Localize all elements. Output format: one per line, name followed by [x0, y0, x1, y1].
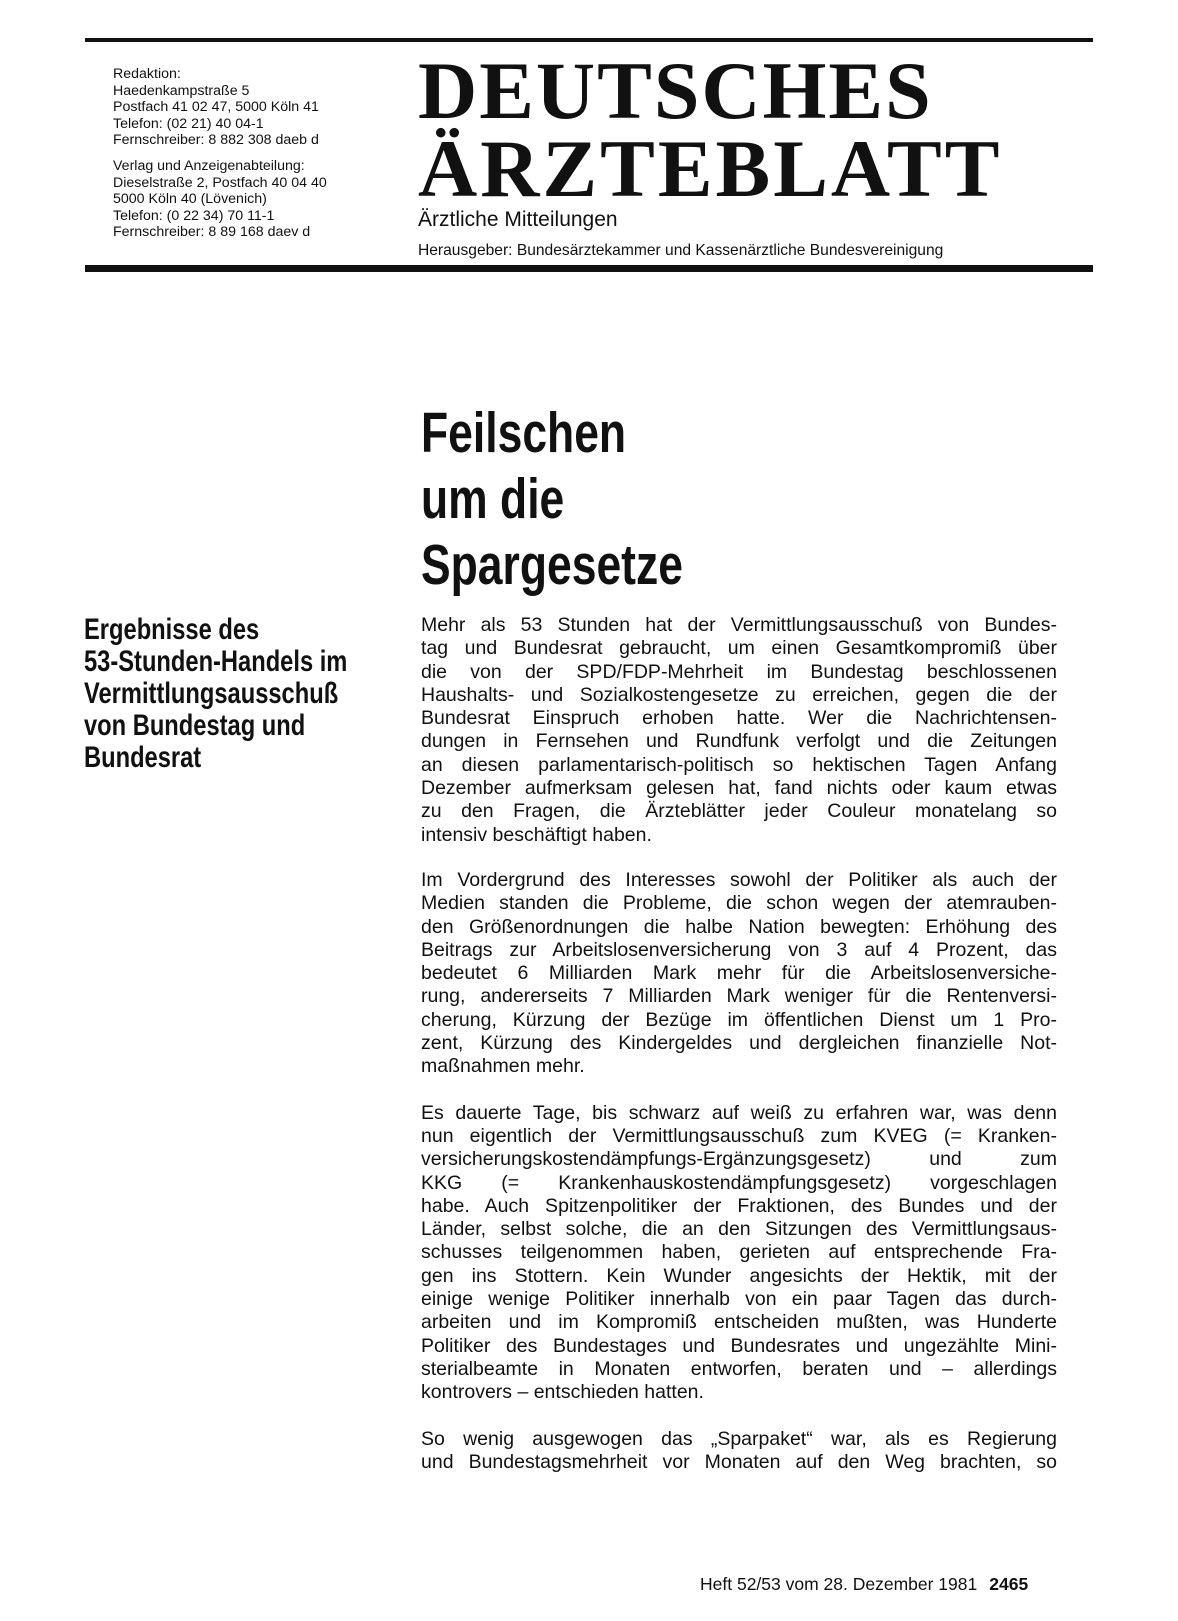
masthead-bottom-rule: [85, 265, 1093, 272]
editorial-contact-block: [113, 66, 403, 149]
body-line: zu den Fragen, die Ärzteblätter jeder Couleur monatelang so: [421, 800, 1057, 823]
body-line: gen ins Stottern. Kein Wunder angesichts der Hektik, mit der: [421, 1264, 1057, 1287]
issue-info: Heft 52/53 vom 28. Dezember 1981: [700, 1574, 978, 1594]
logo-line-2: ÄRZTEBLATT: [418, 123, 1003, 214]
contact-line: Redaktion:: [113, 66, 181, 82]
body-paragraph: [421, 1102, 1057, 1405]
lead-line: Bundesrat: [84, 741, 202, 774]
body-line: bedeutet 6 Milliarden Mark mehr für die Arbeitslosenversiche-: [421, 962, 1057, 985]
body-line: Bundesrat Einspruch erhoben hatte. Wer die Nachrichtensen-: [421, 707, 1057, 730]
body-line: einige wenige Politiker innerhalb von ein paar Tagen das durch-: [421, 1288, 1057, 1311]
contact-line: Verlag und Anzeigenabteilung:: [113, 157, 305, 174]
contact-line: 5000 Köln 40 (Lövenich): [113, 191, 267, 208]
journal-subtitle: Ärztliche Mitteilungen: [418, 208, 618, 231]
article-body: [421, 614, 1057, 1497]
body-line: So wenig ausgewogen das „Sparpaket“ war, als es Regierung: [421, 1427, 1057, 1450]
masthead-contact: [113, 66, 403, 250]
body-line: zent, Kürzung des Kindergeldes und dergleichen finanzielle Not-: [421, 1032, 1057, 1055]
body-line: KKG (= Krankenhauskostendämpfungsgesetz) vorgeschlagen: [421, 1171, 1057, 1194]
logo-line-1: DEUTSCHES: [418, 45, 933, 136]
lead-line: 53-Stunden-Handels im: [84, 645, 348, 678]
body-line: den Größenordnungen die halbe Nation bewegten: Erhöhung des: [421, 915, 1057, 938]
body-line: Medien standen die Probleme, die schon wegen der atemrauben-: [421, 892, 1057, 915]
article-headline: [421, 400, 827, 598]
article-lead: [84, 614, 400, 774]
body-line: kontrovers – entschieden hatten.: [421, 1381, 704, 1404]
body-line: Im Vordergrund des Interesses sowohl der Politiker als auch der: [421, 868, 1057, 891]
page-number: 2465: [989, 1574, 1029, 1594]
contact-line: Fernschreiber: 8 89 168 daev d: [113, 224, 311, 241]
body-line: an diesen parlamentarisch-politisch so hektischen Tagen Anfang: [421, 753, 1057, 776]
headline-line: um die: [421, 467, 565, 531]
body-line: Politiker des Bundestages und Bundesrates und ungezählte Mini-: [421, 1334, 1057, 1357]
body-paragraph: [421, 614, 1057, 847]
publisher-contact-block: [113, 158, 403, 241]
lead-line: von Bundestag und: [84, 709, 306, 742]
body-line: Dezember aufmerksam gelesen hat, fand nichts oder kaum etwas: [421, 777, 1057, 800]
contact-line: Telefon: (02 21) 40 04-1: [113, 115, 264, 132]
page-footer: [700, 1574, 1028, 1595]
headline-line: Spargesetze: [421, 533, 683, 597]
body-line: arbeiten und im Kompromiß entscheiden mußten, was Hunderte: [421, 1311, 1057, 1334]
contact-line: Telefon: (0 22 34) 70 11-1: [113, 207, 275, 224]
body-line: Mehr als 53 Stunden hat der Vermittlungsausschuß von Bundes-: [421, 614, 1057, 636]
body-paragraph: [421, 869, 1057, 1079]
body-paragraph: [421, 1428, 1057, 1475]
body-line: Beitrags zur Arbeitslosenversicherung von 3 auf 4 Prozent, das: [421, 938, 1057, 961]
body-line: cherung, Kürzung der Bezüge im öffentlichen Dienst um 1 Pro-: [421, 1008, 1057, 1031]
body-line: dungen in Fernsehen und Rundfunk verfolgt und die Zeitungen: [421, 730, 1057, 753]
masthead-top-rule: [85, 38, 1093, 42]
body-line: schusses teilgenommen haben, gerieten auf entsprechende Fra-: [421, 1241, 1057, 1264]
journal-logo: [418, 45, 1098, 214]
body-line: maßnahmen mehr.: [421, 1055, 585, 1078]
body-line: habe. Auch Spitzenpolitiker der Fraktionen, des Bundes und der: [421, 1194, 1057, 1217]
lead-line: Ergebnisse des: [84, 613, 260, 646]
headline-line: Feilschen: [421, 401, 627, 465]
contact-line: Postfach 41 02 47, 5000 Köln 41: [113, 99, 319, 116]
body-line: tag und Bundesrat gebraucht, um einen Gesamtkompromiß über: [421, 637, 1057, 660]
contact-line: Dieselstraße 2, Postfach 40 04 40: [113, 174, 327, 191]
body-line: Länder, selbst solche, die an den Sitzungen des Vermittlungsaus-: [421, 1218, 1057, 1241]
lead-line: Vermittlungsausschuß: [84, 677, 339, 710]
body-line: Haushalts- und Sozialkostengesetze zu erreichen, gegen die der: [421, 683, 1057, 706]
body-line: und Bundestagsmehrheit vor Monaten auf den Weg brachten, so: [421, 1450, 1057, 1473]
body-line: nun eigentlich der Vermittlungsausschuß zum KVEG (= Kranken-: [421, 1124, 1057, 1147]
body-line: versicherungskostendämpfungs-Ergänzungsgesetz) und zum: [421, 1148, 1057, 1171]
body-line: intensiv beschäftigt haben.: [421, 823, 652, 846]
body-line: die von der SPD/FDP-Mehrheit im Bundestag beschlossenen: [421, 660, 1057, 683]
contact-line: Haedenkampstraße 5: [113, 82, 250, 99]
journal-publisher: Herausgeber: Bundesärztekammer und Kassenärztliche Bundesvereinigung: [418, 242, 944, 259]
body-line: sterialbeamte in Monaten entworfen, beraten und – allerdings: [421, 1357, 1057, 1380]
body-line: Es dauerte Tage, bis schwarz auf weiß zu erfahren war, was denn: [421, 1101, 1057, 1124]
contact-line: Fernschreiber: 8 882 308 daeb d: [113, 132, 319, 149]
body-line: rung, andererseits 7 Milliarden Mark weniger für die Rentenversi-: [421, 985, 1057, 1008]
